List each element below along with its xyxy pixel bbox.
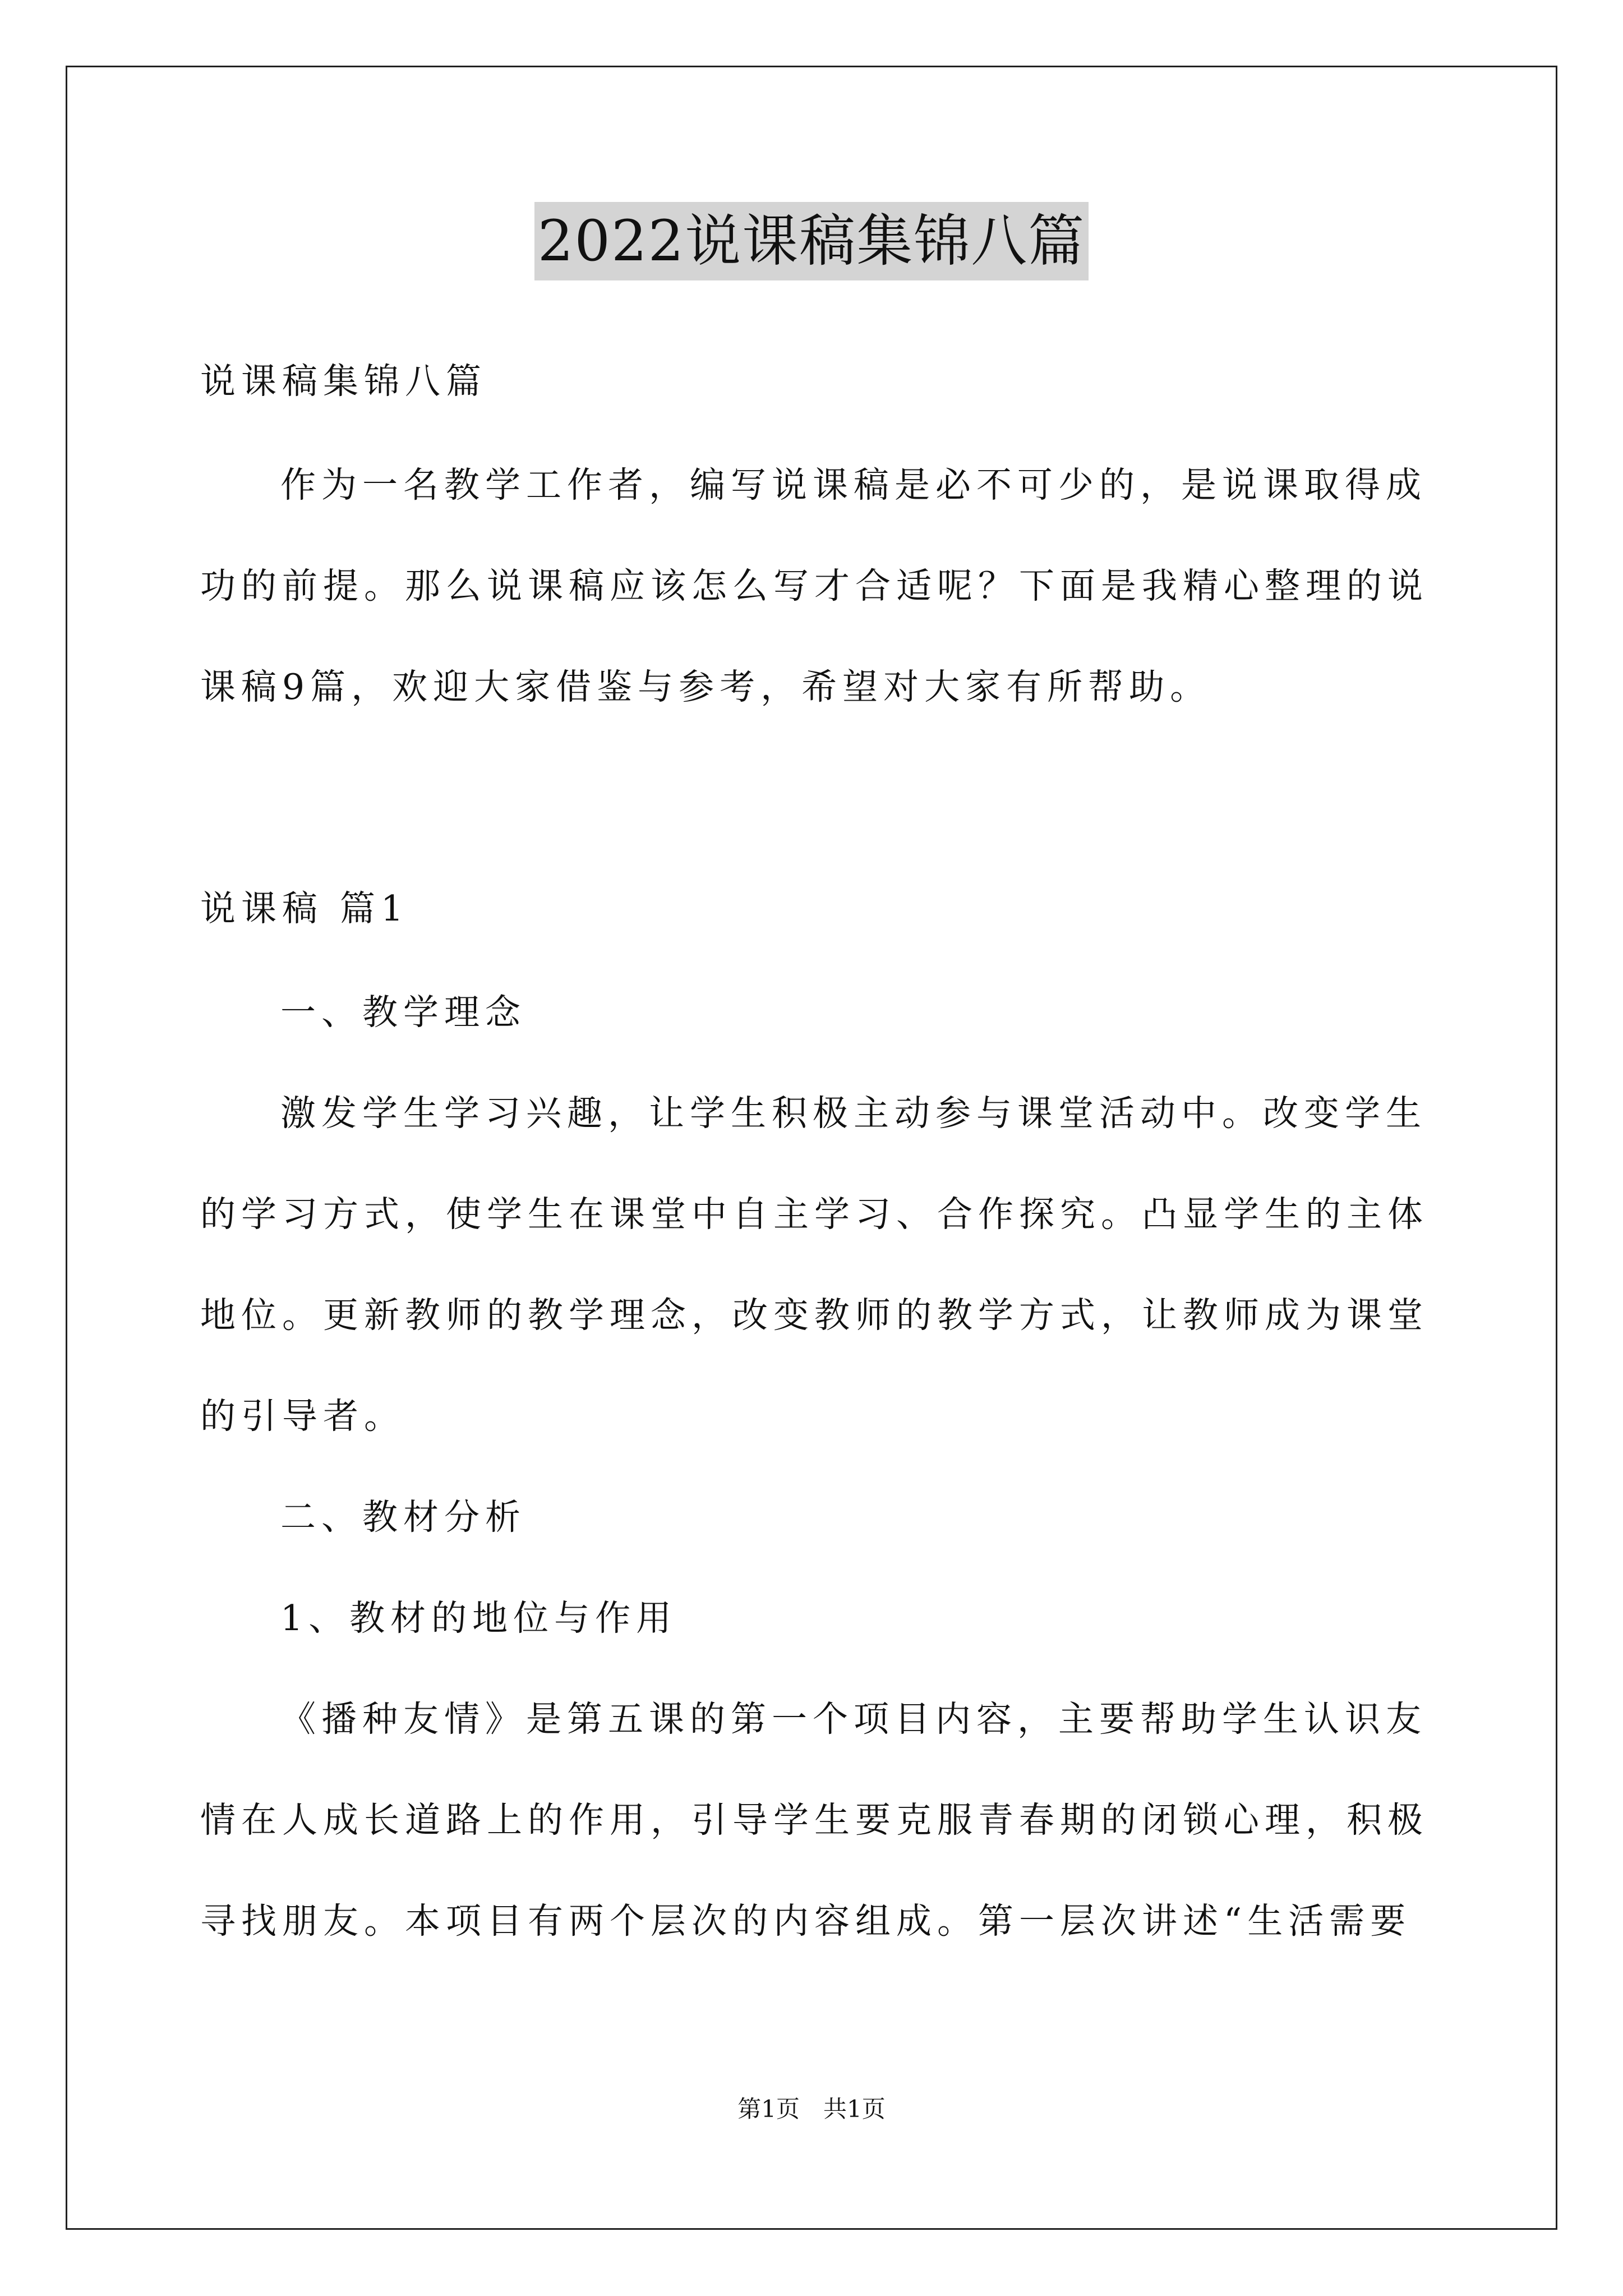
paragraph-line: 激发学生学习兴趣，让学生积极主动参与课堂活动中。改变学生	[280, 1093, 1427, 1134]
paragraph-line: 《播种友情》是第五课的第一个项目内容，主要帮助学生认识友	[280, 1699, 1427, 1740]
document-title: 2022说课稿集锦八篇	[534, 202, 1089, 280]
heading-material-analysis: 二、教材分析	[280, 1497, 526, 1538]
page-footer: 第1页 共1页	[737, 2095, 886, 2123]
paragraph-line: 寻找朋友。本项目有两个层次的内容组成。第一层次讲述“生活需要	[200, 1901, 1412, 1941]
paragraph-line: 的引导者。	[200, 1396, 405, 1437]
intro-line: 作为一名教学工作者，编写说课稿是必不可少的，是说课取得成	[280, 464, 1427, 505]
section-heading: 说课稿 篇1	[200, 888, 409, 929]
intro-line: 课稿9篇，欢迎大家借鉴与参考，希望对大家有所帮助。	[200, 666, 1211, 707]
subheading-material-role: 1、教材的地位与作用	[280, 1598, 677, 1639]
paragraph-line: 的学习方式，使学生在课堂中自主学习、合作探究。凸显学生的主体	[200, 1194, 1428, 1235]
paragraph-line: 情在人成长道路上的作用，引导学生要克服青春期的闭锁心理，积极	[200, 1800, 1428, 1841]
title-container	[0, 202, 1623, 280]
heading-teaching-concept: 一、教学理念	[280, 992, 526, 1033]
document-subtitle: 说课稿集锦八篇	[200, 361, 487, 402]
intro-line: 功的前提。那么说课稿应该怎么写才合适呢？下面是我精心整理的说	[200, 565, 1428, 606]
paragraph-line: 地位。更新教师的教学理念，改变教师的教学方式，让教师成为课堂	[200, 1295, 1428, 1336]
